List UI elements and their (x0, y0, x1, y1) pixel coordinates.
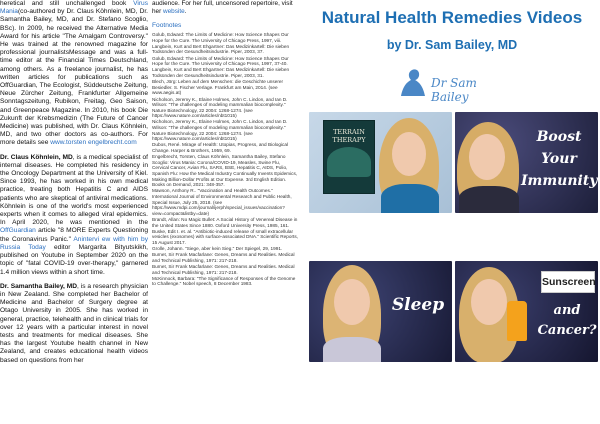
paragraph-koehnlein-bio (0, 154, 148, 277)
sunscreen-label: Sunscreen (541, 271, 595, 293)
video-thumbnail-boost-immunity[interactable] (455, 112, 598, 213)
footnote: Nicholson, Jeremy K., Elaine Holmes, John C. Lindon, and Ian D. Wilson: "The challenges of modeling mammalian biocomplexity." Nature Biotechnology, 22 2004: 1268-1274. (see https://www.nature.com/articles/nbt1015) (152, 96, 288, 119)
byline: by Dr. Sam Bailey, MD (386, 38, 518, 52)
footnote: Burnet, Sir Frank Macfarlane: Genes, Dreams and Realities. Medical and Technical Publishing, 1971: 217-218. (152, 252, 295, 263)
presenter-face (392, 132, 426, 176)
footnote: Mawson, Anthony R.. "Vaccination and Health Outcomes." International Journal of Environmental Research and Public Health, Special Issue, July 25, 2018. (see https://www.mdpi.com/journal/ijerph/special_issues/vaccination?view=compact&listby=date) (152, 188, 292, 216)
text-span: article "8 MORE Experts Questioning the Coronavirus Panic." (0, 227, 148, 243)
book-title: TERRAIN THERAPY (332, 128, 366, 144)
thumbnail-caption (537, 301, 597, 341)
presenter-shirt (459, 186, 519, 213)
videos-panel (303, 0, 600, 424)
caption-line: Immunity (521, 173, 598, 189)
text-span: audience. For her full, uncensored repertoire, visit her (152, 0, 293, 15)
middle-column (152, 0, 298, 424)
presenter-shirt (381, 184, 439, 213)
footnote: Blech, Jörg: Leben auf dem Menschen: die Geschichte unserer Besiedler. S. Fischer Verlage. Frankfurt am Main, 2014. (see www.aegis.at) (152, 79, 284, 96)
offguardian-link[interactable]: OffGuardian (0, 227, 36, 235)
presenter-face (334, 279, 370, 325)
footnote: Brandt, Allan: No Magic Bullet: A Social History of Venereal Disease in the United States Since 1880. Oxford University Press, 1985, 161. (152, 216, 298, 228)
presenter-shirt (323, 337, 381, 362)
logo-silhouette-icon (397, 68, 429, 98)
footnote: Langbein, Kurt and Bert Ehgartner: Das Medizinkartell: Die sieben Todsünden der Gesundheitsindustrie. Piper, 2003, 37. (152, 43, 290, 55)
book-cover (323, 120, 375, 194)
footnote: Langbein, Kurt and Bert Ehgartner: Das Medizinkartell: Die sieben Todsünden der Gesundheitsindustrie. Piper, 2003, 31. (152, 67, 290, 78)
website-link[interactable]: website (163, 8, 185, 15)
text-span: . (184, 8, 187, 15)
video-thumbnail-sleep[interactable] (309, 261, 452, 362)
intro-paragraph (152, 0, 298, 16)
book-art (327, 147, 371, 177)
koehnlein-name: Dr. Claus Köhnlein, MD (0, 153, 73, 161)
footnote: Golub, Edward: The Limits of Medicine: How Science Shapes Our Hope for the Cure. The University of Chicago Press, 1997, 37-40. (152, 55, 289, 67)
logo-text: Dr Sam Bailey (431, 76, 477, 104)
footnote: Grolle, Johann. "Siege, aber kein Sieg." Der Spiegel, 29, 1991. (152, 246, 283, 252)
text-span: heretical and still unchallenged book (0, 0, 134, 7)
text-span: (co-authored by Dr. Claus Köhnlein, MD, Dr. Samantha Bailey, MD, and Dr. Stefano Scoglio, BSc). In 2009, he received the Alternative Media Award for his article "The Amalgam Controversy." He was trained at the renowned magazine for professional journalistsMessage and was a full-time editor at the Financial Times Deutschland, among others. As a freelance journalist, he has written articles for publications such as OffGuardian, The Ecologist, Süddeutsche Zeitung, Neue Zürcher Zeitung, Frankfurter Allgemeine Sonntagszeitung, Rubikon, Freitag, Geo Saison, and Greenpeace Magazine. In 2010, his book Die Zukunft der Krebsmedizin (The Future of Cancer Medicine) was published, with Dr. Claus Köhnlein, MD, and two other doctors as co-authors. For more details see (0, 8, 148, 147)
paragraph-engelbrecht-bio (0, 0, 148, 148)
text-span: , is a medical specialist of internal diseases. He completed his residency in the Oncology Department at the University of Kiel. Since 1993, he has worked in his own medical practice, treating both Hepatitis C and AIDS patients who are skeptical of antiviral medications. Köhnlein is one of the world's most experienced experts when it comes to alleged viral epidemics. In April 2020, he was mentioned in the (0, 153, 148, 227)
text-span: editor Margarita Bityutskikh, published on Youtube in September 2020 on the topic of "fatal COVID-19 over-therapy," garnered 1.4 million views within a short time. (0, 243, 149, 276)
logo (397, 68, 507, 104)
left-text-column (0, 0, 148, 424)
footnote: Nicholson, Jeremy K., Elaine Holmes, John C. Lindon, and Ian D. Wilson: "The challenges of modeling mammalian biocomplexity." Nature Biotechnology, 22 2004: 1268-1274. (see https://www.nature.com/articles/nbt1015) (152, 119, 288, 142)
bailey-name: Dr. Samantha Bailey, MD (0, 282, 78, 290)
footnote: Buske, Edit I. et. al. "Antibiotic-induced release of small extracellular vesicles (exosomes) with surface-associated DNA." Scientific Reports, 15 August 2017. (152, 228, 298, 245)
video-thumbnail-sunscreen-cancer[interactable] (455, 261, 598, 362)
presenter-face (471, 279, 507, 325)
text-span: , is a research physician in New Zealand. She completed her Bachelor of Medicine and Bachelor of Surgery degree at Otago University in 2005. She has worked in general, practice, telehealth and in clinical trials for over 12 years with a particular interest in novel tests and treatments for medical diseases. She has the largest Youtube health channel in New Zealand, and creates educational health videos based on questions from her (0, 282, 148, 364)
videos-title: Natural Health Remedies Videos (321, 8, 583, 27)
caption-line: Your (541, 151, 577, 167)
thumbnail-caption (521, 126, 597, 192)
footnote: Golub, Edward: The Limits of Medicine: How Science Shapes Our Hope for the Cure. The University of Chicago Press, 1997, viii. (152, 32, 289, 43)
torsten-website-link[interactable]: www.torsten engelbrecht.com (50, 139, 137, 147)
footnote: Dubos, René. Mirage of Health: Utopias, Progress, and Biological Change. Harper & Brothers, 1959, 69. (152, 142, 289, 154)
interview-link[interactable]: Anintervi ew with him by Russia Today (0, 235, 148, 251)
footnote: Engelbrecht, Torsten, Claus Köhnlein, Samantha Bailey, Stefano Scoglio: Virus Mania: Corona/COVID-19, Measles, Swine Flu, Cervical Cancer, Avian Flu, SARS, BSE, Hepatitis C, AIDS, Polio, Spanish Flu: How the Medical Industry Continually Invents Epidemics, Making Billion-Dollar Profits at Our Expense. 3rd English Edition. Books on Demand, 2021: 348-357. (152, 154, 298, 188)
video-thumbnail-terrain-therapy[interactable] (309, 112, 452, 213)
footnotes-list (152, 32, 298, 287)
virus-mania-link[interactable]: Virus Mania (0, 0, 148, 16)
caption-line: Cancer? (537, 323, 597, 338)
sunscreen-bottle-icon (507, 301, 527, 341)
paragraph-bailey-bio (0, 283, 148, 365)
caption-line: and (553, 303, 581, 318)
presenter-face (469, 134, 505, 180)
thumbnail-caption: Sleep (391, 295, 445, 315)
footnotes-heading: Footnotes (152, 22, 182, 29)
footnote: McKinnock, Barbara: "The Significance of Responses of the Genome to Challenge." Nobel speech, 8 December 1983. (152, 275, 296, 287)
caption-line: Boost (536, 129, 582, 145)
footnote: Burnet, Sir Frank Macfarlane: Genes, Dreams and Realities. Medical and Technical Publishing, 1971: 217-218. (152, 264, 295, 275)
